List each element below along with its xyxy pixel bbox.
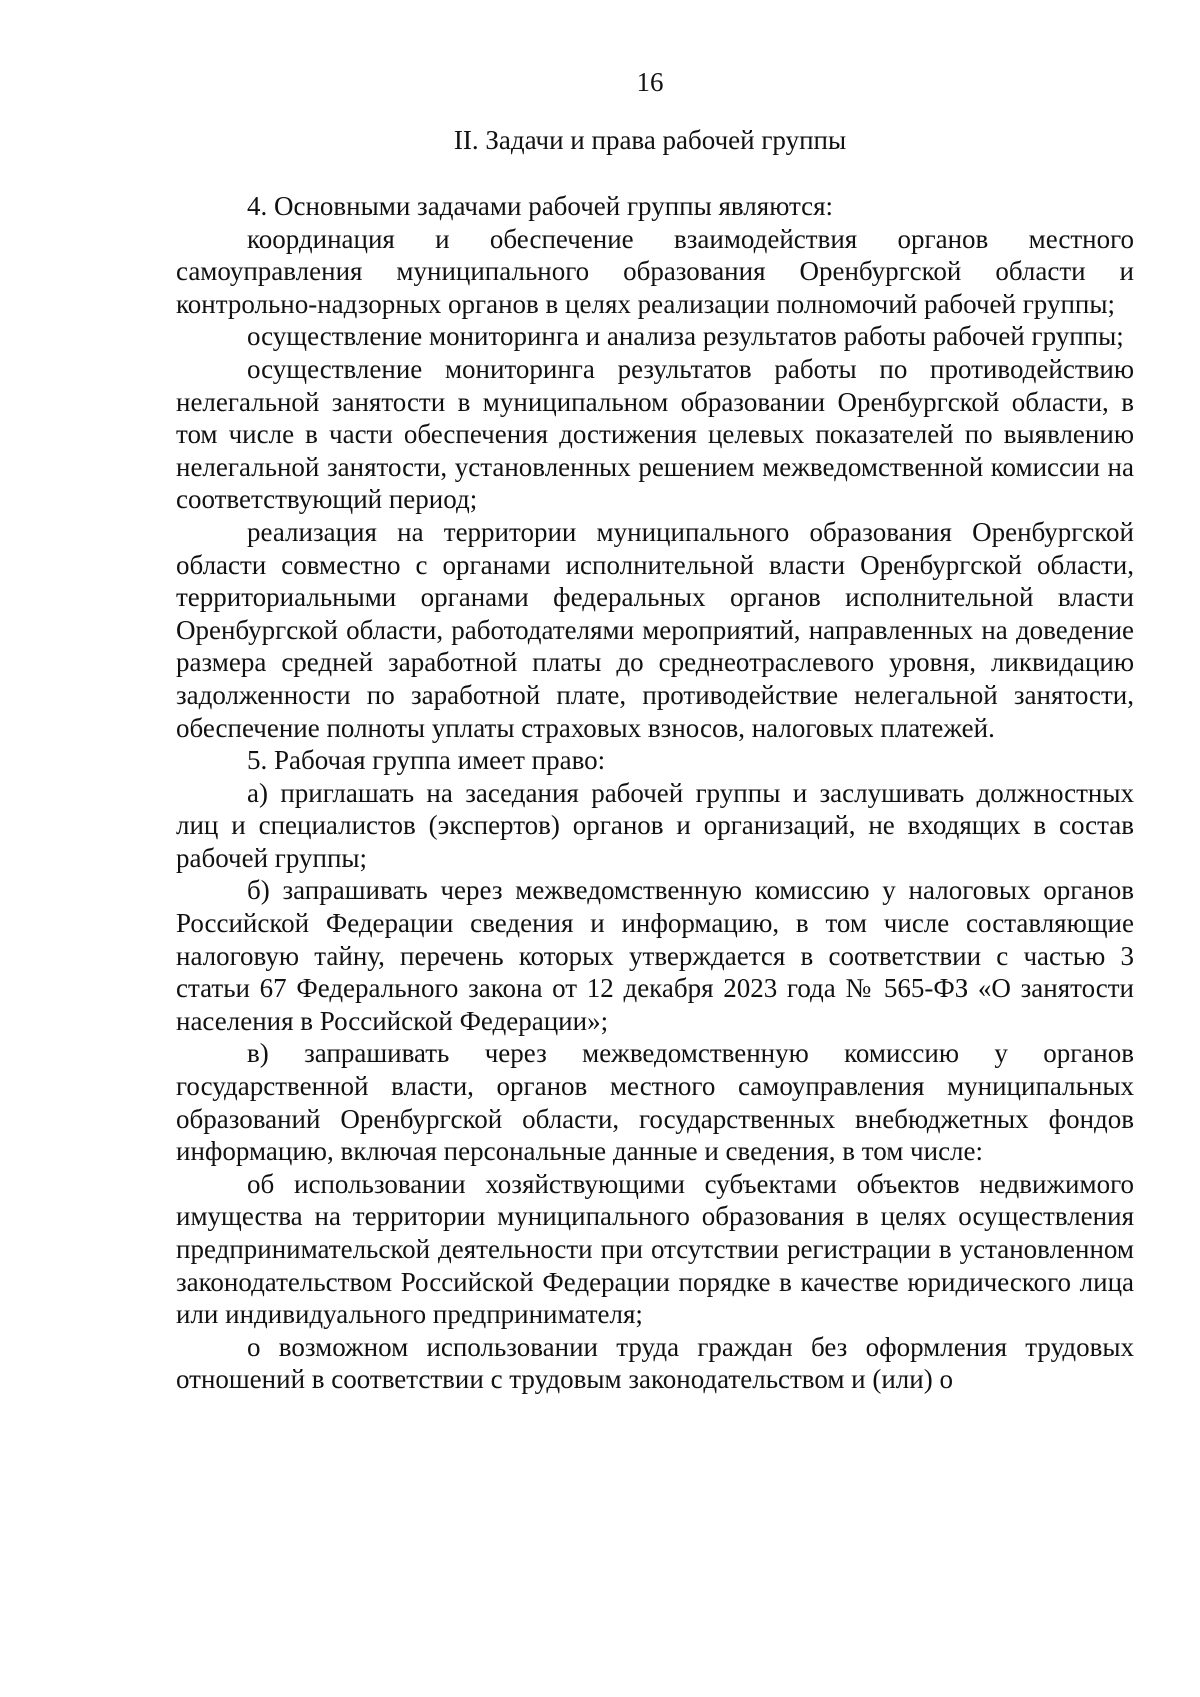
paragraph-right-v-labor: о возможном использовании труда граждан без оформления трудовых отношений в соответствии с трудовым законодательством и (или) о — [176, 1331, 1134, 1395]
paragraph-task-monitoring-analysis: осуществление мониторинга и анализа результатов работы рабочей группы; — [247, 321, 1124, 352]
paragraph-task-coordination: координация и обеспечение взаимодействия органов местного самоуправления муниципального образования Оренбургской области и контрольно-надзорных органов в целях реализации полномочий рабочей группы; — [176, 223, 1134, 319]
page-number: 16 — [636, 67, 664, 97]
paragraph-tasks-intro: 4. Основными задачами рабочей группы являются: — [247, 191, 834, 221]
document-body — [176, 190, 1134, 1396]
paragraph-right-b: б) запрашивать через межведомственную комиссию у налоговых органов Российской Федерации сведения и информацию, в том числе составляющие налоговую тайну, перечень которых утверждается в соответствии с частью 3 статьи 67 Федерального закона от 12 декабря 2023 года № 565-ФЗ «О занятости населения в Российской Федерации»; — [176, 875, 1134, 1036]
paragraph-right-v: в) запрашивать через межведомственную комиссию у органов государственной власти, органов местного самоуправления муниципальных образований Оренбургской области, государственных внебюджетных фондов информацию, включая персональные данные и сведения, в том числе: — [176, 1038, 1134, 1167]
section-heading: II. Задачи и права рабочей группы — [453, 125, 847, 155]
paragraph-right-a: а) приглашать на заседания рабочей группы и заслушивать должностных лиц и специалистов (экспертов) органов и организаций, не входящих в состав рабочей группы; — [176, 777, 1134, 873]
paragraph-task-implementation: реализация на территории муниципального образования Оренбургской области совместно с органами исполнительной власти Оренбургской области, территориальными органами федеральных органов исполнительной власти Оренбургской области, работодателями мероприятий, направленных на доведение размера средней заработной платы до среднеотраслевого уровня, ликвидацию задолженности по заработной плате, противодействие нелегальной занятости, обеспечение полноты уплаты страховых взносов, налоговых платежей. — [176, 516, 1134, 743]
paragraph-right-v-property: об использовании хозяйствующими субъектами объектов недвижимого имущества на территории муниципального образования в целях осуществления предпринимательской деятельности при отсутствии регистрации в установленном законодательством Российской Федерации порядке в качестве юридического лица или индивидуального предпринимателя; — [176, 1168, 1134, 1330]
paragraph-rights-intro: 5. Рабочая группа имеет право: — [247, 745, 606, 776]
paragraph-task-monitoring-illegal-employment: осуществление мониторинга результатов работы по противодействию нелегальной занятости в муниципальном образовании Оренбургской области, в том числе в части обеспечения достижения целевых показателей по выявлению нелегальной занятости, установленных решением межведомственной комиссии на соответствующий период; — [176, 353, 1134, 515]
